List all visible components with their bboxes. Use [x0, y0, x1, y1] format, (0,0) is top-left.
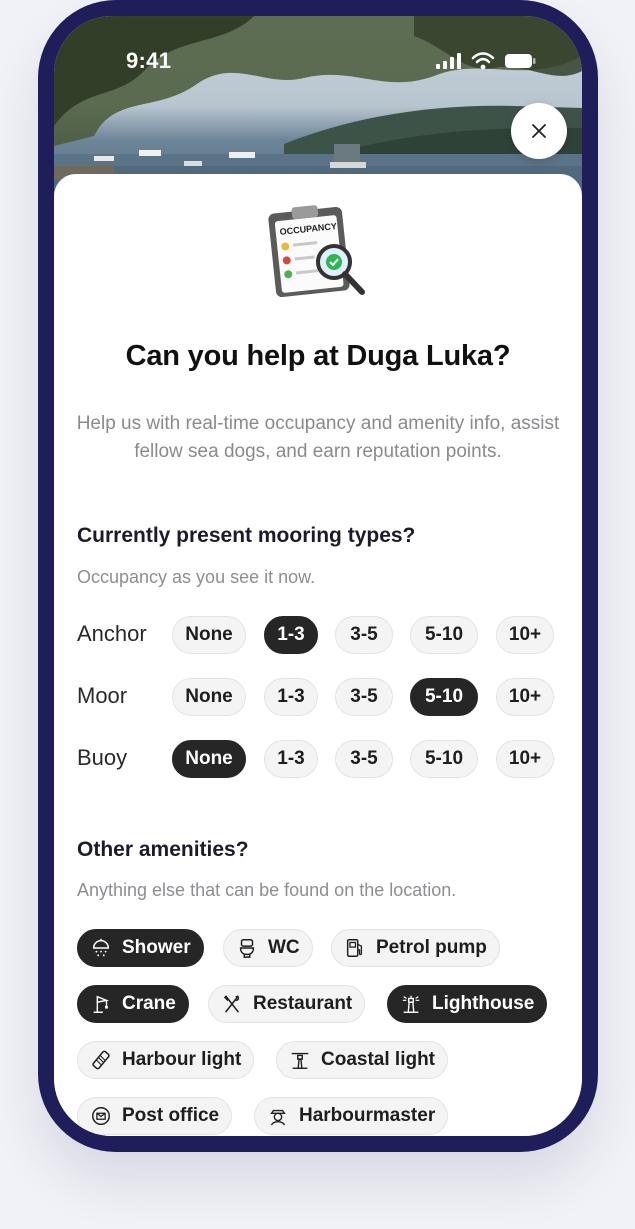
- amenity-label: Restaurant: [253, 993, 353, 1014]
- amenity-label: Lighthouse: [432, 993, 535, 1014]
- amenity-label: Crane: [122, 993, 176, 1014]
- lighthouse-icon: [400, 993, 422, 1015]
- amenity-tag-harbourmaster[interactable]: [254, 1097, 448, 1135]
- amenity-label: Harbourmaster: [299, 1105, 436, 1126]
- page-subtitle: Help us with real-time occupancy and amenity info, assist fellow sea dogs, and earn reputation points.: [76, 413, 560, 462]
- shower-icon: [90, 937, 112, 959]
- hero-icon-label: OCCUPANCY: [279, 220, 338, 237]
- close-button[interactable]: [511, 103, 567, 159]
- occupancy-option-anchor-3-5[interactable]: 3-5: [335, 616, 393, 654]
- occupancy-option-buoy-5-10[interactable]: 5-10: [410, 740, 478, 778]
- occupancy-option-moor-None[interactable]: None: [172, 678, 246, 716]
- amenity-tag-coastal-light[interactable]: [276, 1041, 448, 1079]
- occupancy-option-moor-10plus[interactable]: 10+: [496, 678, 554, 716]
- occupancy-row-label-anchor: Anchor: [77, 621, 147, 646]
- amenity-label: Post office: [122, 1105, 220, 1126]
- amenities-title: Other amenities?: [77, 838, 249, 861]
- occupancy-option-moor-5-10[interactable]: 5-10: [410, 678, 478, 716]
- amenity-tag-lighthouse[interactable]: [387, 985, 547, 1023]
- occupancy-clipboard-icon: [266, 202, 372, 300]
- occupancy-row-label-moor: Moor: [77, 683, 128, 708]
- crane-icon: [90, 993, 112, 1015]
- battery-icon: [504, 53, 536, 69]
- amenity-tag-restaurant[interactable]: [208, 985, 365, 1023]
- status-time: 9:41: [126, 48, 172, 73]
- post-office-icon: [90, 1105, 112, 1127]
- occupancy-sheet: [54, 174, 582, 1136]
- amenity-label: Shower: [122, 937, 191, 958]
- status-bar: [54, 16, 582, 106]
- close-icon: [531, 123, 547, 139]
- occupancy-option-moor-3-5[interactable]: 3-5: [335, 678, 393, 716]
- coastal-light-icon: [289, 1049, 311, 1071]
- harbour-light-icon: [90, 1049, 112, 1071]
- occupancy-option-buoy-1-3[interactable]: 1-3: [264, 740, 318, 778]
- screen: [54, 16, 582, 1136]
- page-title: Can you help at Duga Luka?: [125, 340, 511, 372]
- amenity-label: Petrol pump: [376, 937, 487, 958]
- occupancy-title: Currently present mooring types?: [77, 524, 416, 547]
- amenity-tag-harbour-light[interactable]: [77, 1041, 254, 1079]
- occupancy-option-anchor-1-3[interactable]: 1-3: [264, 616, 318, 654]
- occupancy-option-buoy-3-5[interactable]: 3-5: [335, 740, 393, 778]
- occupancy-option-anchor-None[interactable]: None: [172, 616, 246, 654]
- amenity-tag-wc[interactable]: [223, 929, 313, 967]
- occupancy-option-buoy-10plus[interactable]: 10+: [496, 740, 554, 778]
- occupancy-option-anchor-5-10[interactable]: 5-10: [410, 616, 478, 654]
- amenities-hint: Anything else that can be found on the location.: [77, 880, 457, 900]
- amenity-label: WC: [268, 937, 300, 958]
- amenity-tag-petrol-pump[interactable]: [331, 929, 500, 967]
- petrol-pump-icon: [344, 937, 366, 959]
- wc-icon: [236, 937, 258, 959]
- amenity-label: Coastal light: [321, 1049, 436, 1070]
- occupancy-option-anchor-10plus[interactable]: 10+: [496, 616, 554, 654]
- occupancy-option-moor-1-3[interactable]: 1-3: [264, 678, 318, 716]
- amenity-tag-shower[interactable]: [77, 929, 204, 967]
- wifi-icon: [471, 52, 495, 70]
- amenity-tag-crane[interactable]: [77, 985, 189, 1023]
- amenity-label: Harbour light: [122, 1049, 242, 1070]
- occupancy-option-buoy-None[interactable]: None: [172, 740, 246, 778]
- occupancy-hint: Occupancy as you see it now.: [77, 567, 316, 587]
- cellular-signal-icon: [436, 53, 462, 69]
- amenity-tag-post-office[interactable]: [77, 1097, 232, 1135]
- restaurant-icon: [221, 993, 243, 1015]
- status-icons: [436, 52, 536, 70]
- occupancy-row-label-buoy: Buoy: [77, 745, 128, 770]
- harbourmaster-icon: [267, 1105, 289, 1127]
